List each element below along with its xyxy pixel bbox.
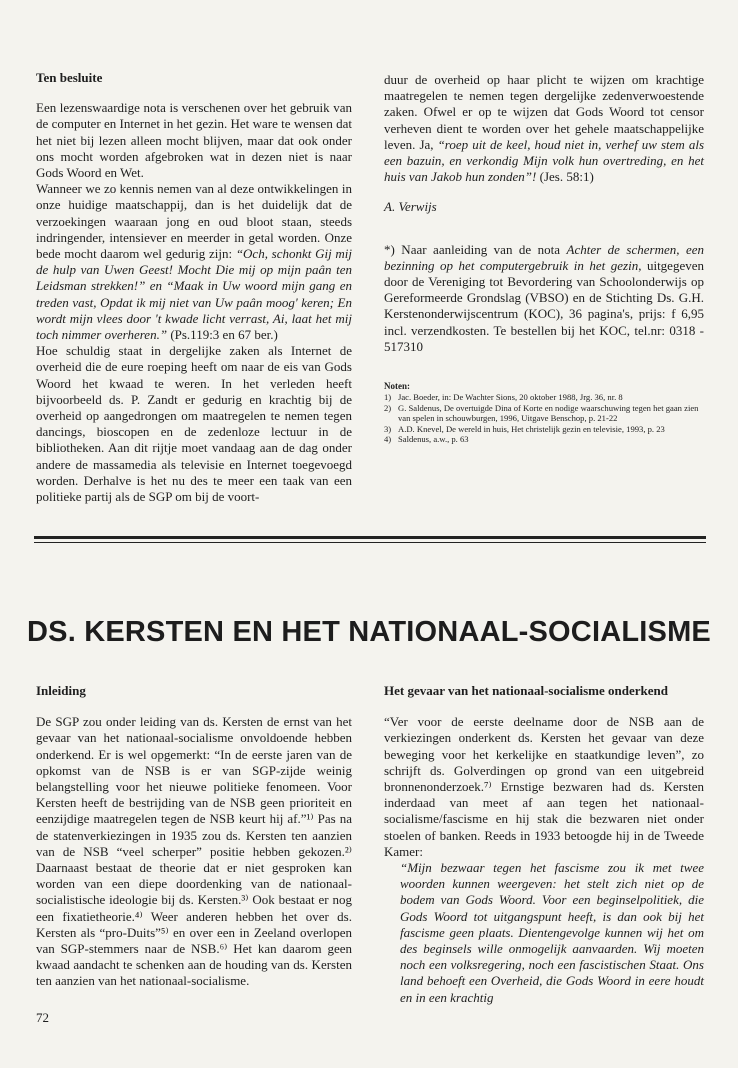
section-heading-gevaar: Het gevaar van het nationaal-socialisme onderkend [384, 683, 668, 698]
note-item [384, 392, 704, 402]
note-text: A.D. Knevel, De wereld in huis, Het christelijk gezin en televisie, 1993, p. 23 [398, 423, 665, 434]
bible-reference: (Jes. 58:1) [536, 169, 594, 185]
kersten-quote: “Mijn bezwaar tegen het fascisme zou ik met twee woorden kunnen weergeven: het stelt zich niet op de bodem van Gods Woord. Voor een beginselpolitiek, die Gods Woord tot uitgangspunt heeft, is dan ook bij het fascisme geen plaats. Dientengevolge kunnen wij het om des beginsels wille onmogelijk aanvaarden. Wij moeten noch een volksregering, noch een fascistischen Staat. Ons land behoeft een Overheid, die Gods Woord in eere houdt en in een krachtig [400, 860, 704, 1005]
note-item [384, 434, 704, 444]
note-text: Jac. Boeder, in: De Wachter Sions, 20 oktober 1988, Jrg. 36, nr. 8 [398, 392, 623, 403]
notes-list [384, 381, 704, 444]
article-title: DS. KERSTEN EN HET NATIONAAL-SOCIALISME [27, 616, 711, 648]
section-heading-ten-besluite: Ten besluite [36, 70, 103, 85]
notes-heading: Noten: [384, 381, 410, 392]
psalm-reference: (Ps.119:3 en 67 ber.) [167, 327, 278, 343]
section-divider-thick [34, 536, 706, 539]
top-left-column [36, 70, 352, 505]
paragraph: Een lezenswaardige nota is verschenen over het gebruik van de computer en Internet in het gezin. Het ware te wensen dat het niet bij lezen alleen mocht blijven, maar dat ook onder ons mocht worden afgebroken wat in dezen niet is naar Gods Woord en Wet. [36, 100, 352, 181]
paragraph-text: Wanneer we zo kennis nemen van al deze ontwikkelingen in onze huidige maatschappij, dan is het duidelijk dat de verzoekingen waaraan jong en oud bloot staan, steeds indringender, intensiever en meerder in getal worden. Onze bede mocht daarom wel gedurig zijn: [36, 181, 352, 262]
footnote-text: , uitgegeven door de Vereniging tot Bevordering van Schoolonderwijs op Gereformeerde Grondslag (VBSO) en de Stichting Ds. G.H. Kerstenonderwijscentrum (KOC), 36 pagina's, prijs: f 6,95 incl. verzendkosten. Te bestellen bij het KOC, tel.nr: 0318 - 517310 [384, 257, 704, 354]
section-divider-thin [34, 542, 706, 543]
page-number: 72 [36, 1010, 49, 1025]
paragraph-text: duur de overheid op haar plicht te wijzen om krachtige maatregelen te nemen tegen dergelijke zedenverwoestende zaken. Ofwel er op te wijzen dat Gods Woord tot censor verheven dient te worden over het gehele maatschappelijke leven. Ja, [384, 72, 704, 152]
paragraph: De SGP zou onder leiding van ds. Kersten de ernst van het gevaar van het nationaal-socialisme onvoldoende hebben onderkend. Er is wel opgemerkt: “In de eerste jaren van de opkomst van de NSB is er van SGP-zijde weinig belangstelling voor het nieuwe politieke fenomeen. Voor Kersten heeft de bestrijding van de NSB geen prioriteit en eenzijdige maatregelen tegen de NSB keurt hij af.”¹⁾ Pas na de statenverkiezingen in 1935 zou ds. Kersten ten aanzien van de NSB “veel scherper” positie hebben gekozen.²⁾ Daarnaast bestaat de theorie dat er niet gesproken kan worden van een diepe doordenking van de nationaal-socialistische ideologie bij ds. Kersten.³⁾ Ook bestaat er nog een fixatietheorie.⁴⁾ Weer anderen hebben het over ds. Kersten als “pro-Duits”⁵⁾ en over een in Zeeland overlopen van SGP-stemmers naar de NSB.⁶⁾ Het kan daarom geen kwaad aandacht te schenken aan de houding van ds. Kersten ten aanzien van het nationaal-socialisme. [36, 714, 352, 989]
note-number: 3) [384, 423, 392, 434]
author-name: A. Verwijs [384, 199, 437, 215]
paragraph [384, 72, 704, 185]
section-heading-inleiding: Inleiding [36, 683, 86, 698]
note-number: 4) [384, 434, 392, 445]
note-text: G. Saldenus, De overtuigde Dina of Korte en nodige waarschuwing tegen het gaan zien van spelen in schouwburgen, 1996, Uitgave Benschop, p. 21-22 [398, 402, 699, 424]
footnote-text: *) Naar aanleiding van de nota [384, 241, 567, 257]
author-signature [384, 199, 704, 215]
note-item [384, 424, 704, 434]
paragraph: “Ver voor de eerste deelname door de NSB aan de verkiezingen onderkent ds. Kersten het gevaar van deze beweging voor het kerkelijke en staatkundige leven”, zo schrijft ds. Golverdingen op grond van een uitgebreid bronnenonderzoek.⁷⁾ Ernstige bezwaren had ds. Kersten inderdaad van meet af aan tegen het nationaal-socialisme/fascisme en hij stak die bezwaren niet onder stoelen of banken. Reeds in 1933 betoogde hij in de Tweede Kamer: [384, 714, 704, 859]
paragraph [36, 181, 352, 343]
note-text: Saldenus, a.w., p. 63 [398, 434, 469, 445]
note-number: 1) [384, 392, 392, 403]
bible-quote: “roep uit de keel, houd niet in, verhef uw stem als een bazuin, en verkondig Mijn volk hun overtreding, en het huis van Jakob hun zonden”! [384, 136, 705, 185]
publication-footnote [384, 242, 704, 355]
psalm-quote: “Och, schonkt Gij mij de hulp van Uwen Geest! Mocht Die mij op mijn paân ten Leidsman strekken!” en “Maak in Uw woord mijn gang en treden vast, Opdat ik mij niet van Uw paân moog' keren; En wordt mijn vlees door 't kwade licht verrast, Ai, laat het mij toch nimmer overheren.” [36, 246, 352, 343]
note-item [384, 403, 704, 424]
footnote-title: Achter de schermen, een bezinning op het computergebruik in het gezin [384, 241, 704, 273]
note-number: 2) [384, 402, 392, 413]
top-right-column [384, 72, 704, 444]
paragraph: Hoe schuldig staat in dergelijke zaken als Internet de overheid die de eure roeping heeft om naar de eis van Gods Woord het kwaad te weren. In het verleden heeft bijvoorbeeld ds. P. Zandt er gedurig en krachtig bij de overheid op aangedrongen om maatregelen te nemen tegen dancings, bioscopen en de zedenloze lectuur in de bibliotheken. Aan dit rijtje moet vandaag aan de dag onder andere de massamedia als televisie en Internet toegevoegd worden. Derhalve is het nu des te meer een taak van een politieke partij als de SGP om bij de voort- [36, 343, 352, 505]
bottom-right-column [384, 683, 704, 1006]
bottom-left-column [36, 683, 352, 990]
